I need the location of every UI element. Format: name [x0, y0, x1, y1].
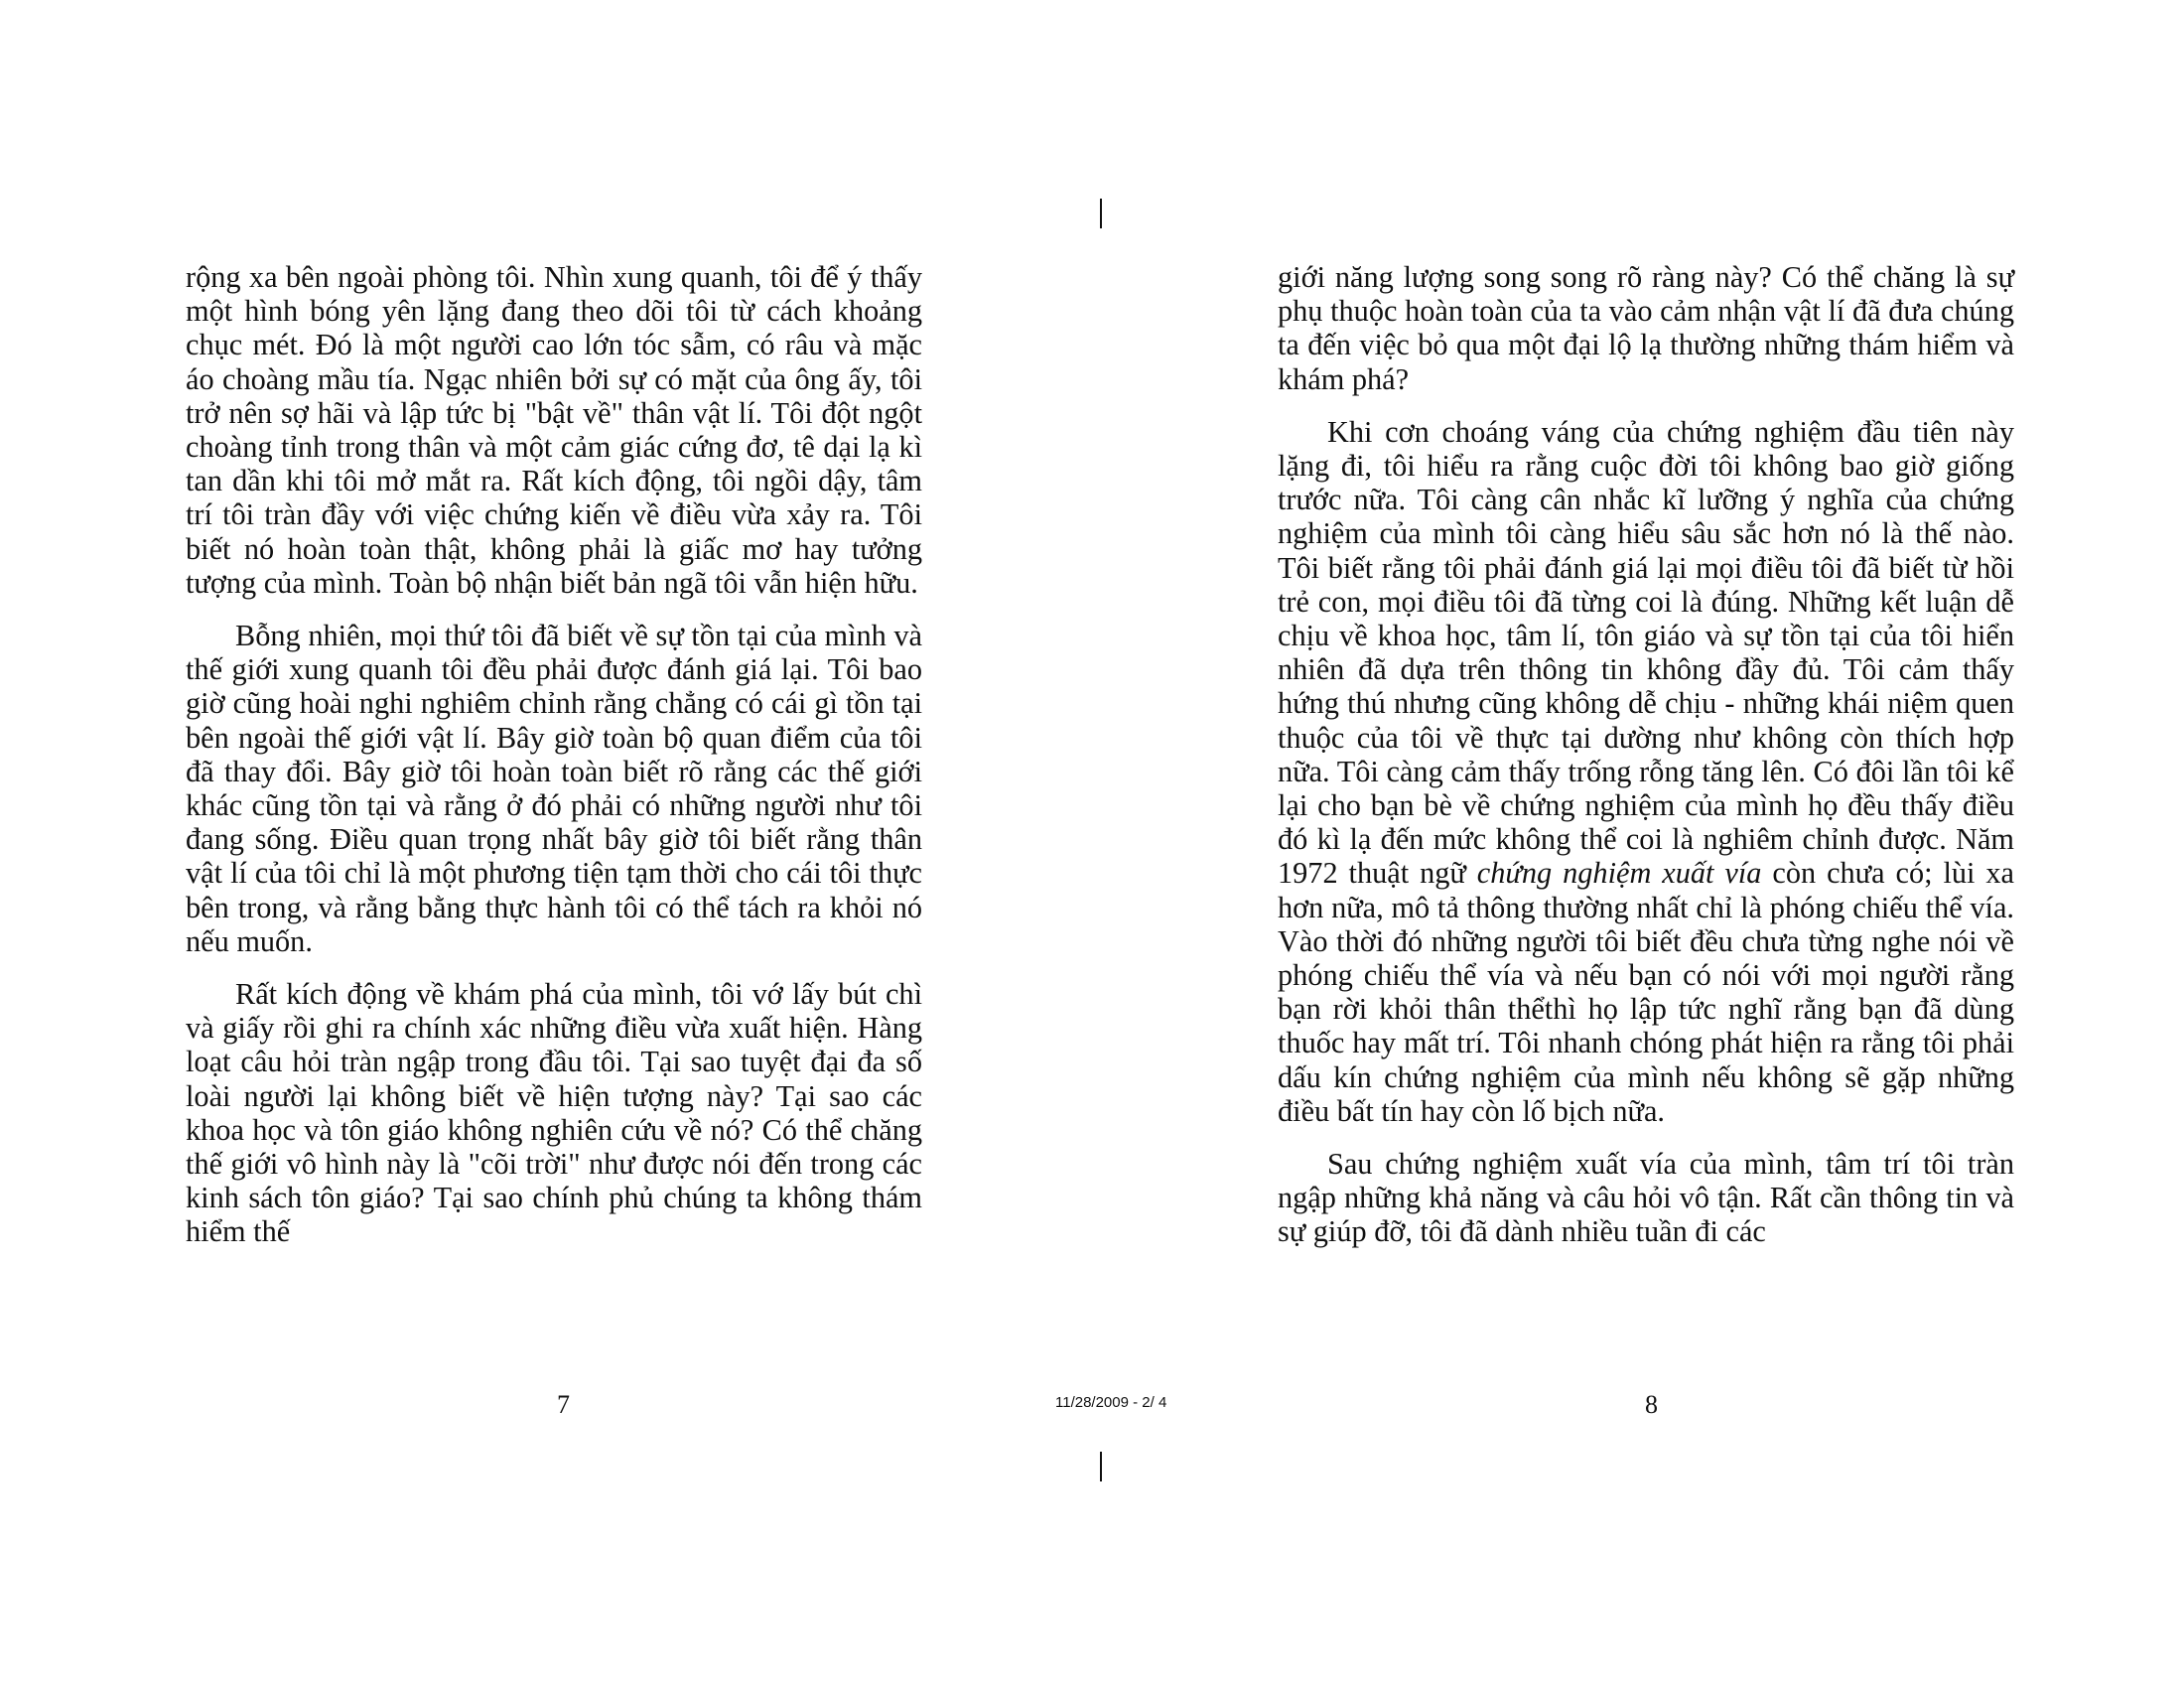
- right-paragraph-1: giới năng lượng song song rõ ràng này? Có thể chăng là sự phụ thuộc hoàn toàn của ta vào cảm nhận vật lí đã đưa chúng ta đến việc bỏ qua một đại lộ lạ thường những thám hiểm và khám phá?: [1278, 260, 2014, 396]
- right-paragraph-2-text-b: còn chưa có; lùi xa hơn nữa, mô tả thông thường nhất chỉ là phóng chiếu thể vía. Vào thời đó những người tôi biết đều chưa từng nghe nói về phóng chiếu thể vía và nếu bạn có nói với mọi người rằng bạn rời khỏi thân thểthì họ lập tức nghĩ rằng bạn đã dùng thuốc hay mất trí. Tôi nhanh chóng phát hiện ra rằng tôi phải dấu kín chứng nghiệm của mình nếu không sẽ gặp những điều bất tín hay còn lố bịch nữa.: [1278, 856, 2014, 1128]
- page-number-right: 8: [1645, 1390, 1658, 1419]
- right-paragraph-3: Sau chứng nghiệm xuất vía của mình, tâm trí tôi tràn ngập những khả năng và câu hỏi vô tận. Rất cần thông tin và sự giúp đỡ, tôi đã dành nhiều tuần đi các: [1278, 1147, 2014, 1249]
- left-paragraph-3: Rất kích động về khám phá của mình, tôi vớ lấy bút chì và giấy rồi ghi ra chính xác những điều vừa xuất hiện. Hàng loạt câu hỏi tràn ngập trong đầu tôi. Tại sao tuyệt đại đa số loài người lại không biết về hiện tượng này? Tại sao các khoa học và tôn giáo không nghiên cứu về nó? Có thể chăng thế giới vô hình này là "cõi trời" như được nói đến trong các kinh sách tôn giáo? Tại sao chính phủ chúng ta không thám hiểm thế: [186, 977, 922, 1249]
- crop-mark-bottom: [1100, 1452, 1102, 1481]
- right-page-text: [1278, 260, 2014, 1268]
- page-number-left: 7: [557, 1390, 570, 1419]
- left-page-text: [186, 260, 922, 1268]
- left-paragraph-2: Bỗng nhiên, mọi thứ tôi đã biết về sự tồn tại của mình và thế giới xung quanh tôi đều phải được đánh giá lại. Tôi bao giờ cũng hoài nghi nghiêm chỉnh rằng chẳng có cái gì tồn tại bên ngoài thế giới vật lí. Bây giờ toàn bộ quan điểm của tôi đã thay đổi. Bây giờ tôi hoàn toàn biết rõ rằng các thế giới khác cũng tồn tại và rằng ở đó phải có những người như tôi đang sống. Điều quan trọng nhất bây giờ tôi biết rằng thân vật lí của tôi chỉ là một phương tiện tạm thời cho cái tôi thực bên trong, và rằng bằng thực hành tôi có thể tách ra khỏi nó nếu muốn.: [186, 619, 922, 958]
- left-paragraph-1: rộng xa bên ngoài phòng tôi. Nhìn xung quanh, tôi để ý thấy một hình bóng yên lặng đang theo dõi tôi từ cách khoảng chục mét. Đó là một người cao lớn tóc sẫm, có râu và mặc áo choàng mầu tía. Ngạc nhiên bởi sự có mặt của ông ấy, tôi trở nên sợ hãi và lập tức bị "bật về" thân vật lí. Tôi đột ngột choàng tỉnh trong thân và một cảm giác cứng đơ, tê dại lạ kì tan dần khi tôi mở mắt ra. Rất kích động, tôi ngồi dậy, tâm trí tôi tràn đầy với việc chứng kiến về điều vừa xảy ra. Tôi biết nó hoàn toàn thật, không phải là giấc mơ hay tưởng tượng của mình. Toàn bộ nhận biết bản ngã tôi vẫn hiện hữu.: [186, 260, 922, 600]
- right-paragraph-2-text-a: Khi cơn choáng váng của chứng nghiệm đầu tiên này lặng đi, tôi hiểu ra rằng cuộc đời tôi không bao giờ giống trước nữa. Tôi càng cân nhắc kĩ lưỡng ý nghĩa của chứng nghiệm của mình tôi càng hiểu sâu sắc hơn nó là thế nào. Tôi biết rằng tôi phải đánh giá lại mọi điều tôi đã biết từ hồi trẻ con, mọi điều tôi đã từng coi là đúng. Những kết luận dễ chịu về khoa học, tâm lí, tôn giáo và sự tồn tại của tôi hiển nhiên đã dựa trên thông tin không đầy đủ. Tôi cảm thấy hứng thú nhưng cũng không dễ chịu - những khái niệm quen thuộc của tôi về thực tại dường như không còn thích hợp nữa. Tôi càng cảm thấy trống rỗng tăng lên. Có đôi lần tôi kể lại cho bạn bè về chứng nghiệm của mình họ đều thấy điều đó kì lạ đến mức không thể coi là nghiêm chỉnh được. Năm 1972 thuật ngữ: [1278, 414, 2014, 891]
- crop-mark-top: [1100, 199, 1102, 228]
- print-date-stamp: 11/28/2009 - 2/ 4: [1055, 1394, 1167, 1411]
- right-paragraph-2: [1278, 415, 2014, 1128]
- term-italic: chứng nghiệm xuất vía: [1476, 856, 1762, 891]
